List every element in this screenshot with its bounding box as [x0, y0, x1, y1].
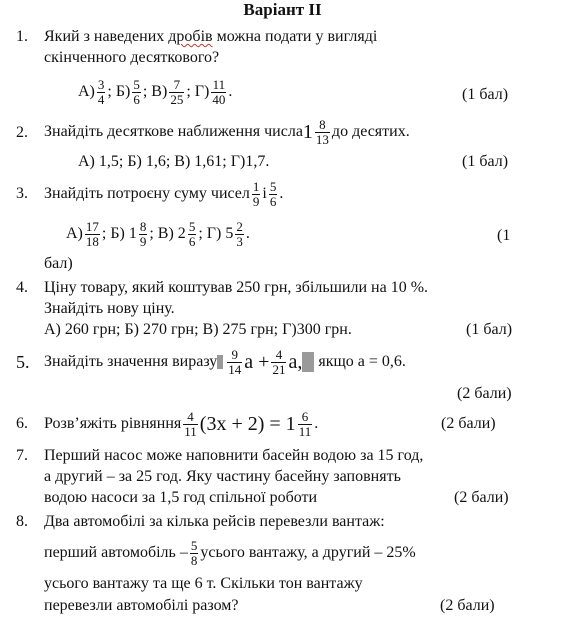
denominator: 13 — [315, 131, 329, 147]
q1-line2: скінченного десяткового? — [44, 49, 220, 66]
q5-number: 5. — [16, 352, 30, 372]
q5-end: a, — [288, 351, 303, 373]
q8-number: 8. — [16, 513, 28, 530]
numerator: 5 — [190, 537, 198, 553]
denominator: 9 — [139, 233, 147, 249]
q3-points-b: бал) — [44, 255, 73, 272]
denominator: 9 — [252, 193, 260, 209]
q3-option-c-label: ; В) 2 — [149, 225, 186, 242]
q2-whole: 1 — [302, 121, 313, 143]
q3-text-a: Знайдіть потроєну суму чисел — [44, 185, 250, 202]
q2-points: (1 бал) — [462, 153, 509, 170]
q5-operator: a + — [244, 351, 270, 373]
q5-fraction-1 — [227, 348, 242, 377]
numerator: 4 — [187, 408, 194, 424]
q6-number: 6. — [16, 415, 28, 432]
q1-number: 1. — [16, 28, 28, 45]
q3-number: 3. — [16, 185, 28, 202]
q1-text-b: дробів — [168, 28, 213, 45]
q7-line1: Перший насос може наповнити басейн водою за 15 год, — [44, 447, 424, 464]
q3-option-d-label: ; Г) 5 — [198, 225, 234, 242]
denominator: 25 — [170, 91, 184, 107]
q1-option-b-fraction — [132, 78, 141, 107]
q5-text-a: Знайдіть значення виразу — [44, 353, 218, 370]
numerator: 3 — [97, 76, 105, 92]
denominator: 4 — [97, 91, 105, 107]
q7-line3: водою насоси за 1,5 год спільної роботи — [44, 489, 318, 506]
q6-end: . — [314, 415, 319, 432]
q6-points: (2 бали) — [441, 415, 496, 432]
denominator: 6 — [188, 233, 196, 249]
q3-fraction-1 — [252, 180, 261, 209]
numerator: 6 — [301, 408, 309, 424]
denominator: 14 — [228, 361, 242, 377]
q1-option-d-fraction — [211, 78, 226, 107]
q4-line1: Ціну товару, який коштував 250 грн, збільшили на 10 %. — [44, 279, 429, 296]
q4-line2: Знайдіть нову ціну. — [44, 300, 175, 317]
q8-fraction — [190, 539, 199, 568]
q6-fraction-1 — [183, 410, 198, 439]
denominator: 40 — [212, 91, 226, 107]
q7-points: (2 бали) — [454, 489, 509, 506]
q3-fraction-2 — [269, 180, 278, 209]
q1-text-c: можна подати у вигляді — [212, 28, 378, 45]
q2-line1 — [44, 112, 410, 152]
selection-handle-icon — [217, 355, 223, 369]
q1-line1 — [44, 27, 377, 47]
q8-points: (2 бали) — [440, 597, 495, 614]
q3-end: . — [279, 185, 284, 202]
q1-option-a-label: А) — [78, 83, 95, 100]
q3-points-a: (1 — [497, 227, 511, 244]
q5-line1 — [44, 340, 406, 384]
q1-points: (1 бал) — [462, 86, 509, 103]
q2-number: 2. — [16, 124, 28, 141]
q7-number: 7. — [16, 447, 28, 464]
denominator: 21 — [272, 361, 286, 377]
numerator: 17 — [85, 218, 99, 234]
q8-line2 — [44, 532, 416, 574]
q4-points: (1 бал) — [466, 321, 513, 338]
numerator: 9 — [231, 346, 239, 362]
numerator: 8 — [139, 218, 147, 234]
numerator: 5 — [269, 178, 277, 194]
numerator: 11 — [212, 76, 226, 92]
q2-answers: А) 1,5; Б) 1,6; В) 1,61; Г)1,7. — [78, 153, 270, 170]
q3-line1 — [44, 172, 283, 216]
q1-answers — [78, 72, 232, 112]
q1-end: . — [228, 83, 233, 100]
q2-fraction — [315, 118, 330, 147]
q3-answers — [66, 214, 250, 254]
denominator: 8 — [190, 552, 198, 568]
q1-option-d-label: ; Г) — [186, 83, 210, 100]
numerator: 2 — [236, 218, 243, 234]
q6-text-a: Розв’яжіть рівняння — [44, 415, 182, 432]
q3-option-a-label: А) — [66, 225, 83, 242]
q8-text-a: перший автомобіль – — [44, 544, 188, 561]
q3-option-a-fraction — [85, 220, 100, 249]
q4-answers: А) 260 грн; Б) 270 грн; В) 275 грн; Г)300 грн. — [44, 321, 352, 338]
q3-option-d-fraction — [235, 220, 244, 249]
q3-option-b-fraction — [139, 220, 148, 249]
q8-line1: Два автомобілі за кілька рейсів перевезли вантаж: — [44, 513, 385, 530]
q1-option-a-fraction — [97, 78, 106, 107]
q1-option-c-fraction — [169, 78, 184, 107]
numerator: 7 — [173, 76, 181, 92]
numerator: 8 — [319, 116, 326, 132]
q6-expression: (3x + 2) = 1 — [199, 413, 296, 435]
q2-text-a: Знайдіть десяткове наближення числа — [44, 123, 303, 140]
q1-option-b-label: ; Б) — [107, 83, 131, 100]
q3-option-c-fraction — [188, 220, 197, 249]
q5-text-b: якщо а = 0,6. — [318, 353, 406, 370]
q8-line3: усього вантажу та ще 6 т. Скільки тон вантажу — [44, 575, 363, 592]
denominator: 11 — [184, 423, 197, 439]
q3-option-b-label: ; Б) 1 — [101, 225, 137, 242]
denominator: 3 — [236, 233, 243, 249]
q8-line4: перевезли автомобілі разом? — [44, 597, 239, 614]
q3-answers-end: . — [245, 225, 250, 242]
q5-points: (2 бали) — [457, 385, 512, 402]
q2-text-b: до десятих. — [331, 123, 410, 140]
equation-edit-handle-icon[interactable] — [302, 352, 314, 372]
q1-option-c-label: ; В) — [142, 83, 168, 100]
q5-fraction-2 — [271, 348, 286, 377]
q4-number: 4. — [16, 279, 28, 296]
denominator: 6 — [133, 91, 140, 107]
numerator: 5 — [188, 218, 196, 234]
variant-title: Варіант ІІ — [243, 0, 322, 19]
denominator: 11 — [298, 423, 312, 439]
q7-line2: а другий – за 25 год. Яку частину басейну заповнять — [44, 468, 401, 485]
numerator: 5 — [133, 76, 140, 92]
q1-text-a: Який з наведених — [44, 28, 169, 45]
numerator: 1 — [252, 178, 260, 194]
denominator: 6 — [269, 193, 277, 209]
q8-text-b: усього вантажу, а другий – 25% — [200, 544, 416, 561]
denominator: 18 — [85, 233, 99, 249]
numerator: 4 — [275, 346, 283, 362]
q3-conjunction: і — [262, 185, 267, 202]
q6-line1 — [44, 403, 318, 445]
q6-fraction-2 — [298, 410, 313, 439]
